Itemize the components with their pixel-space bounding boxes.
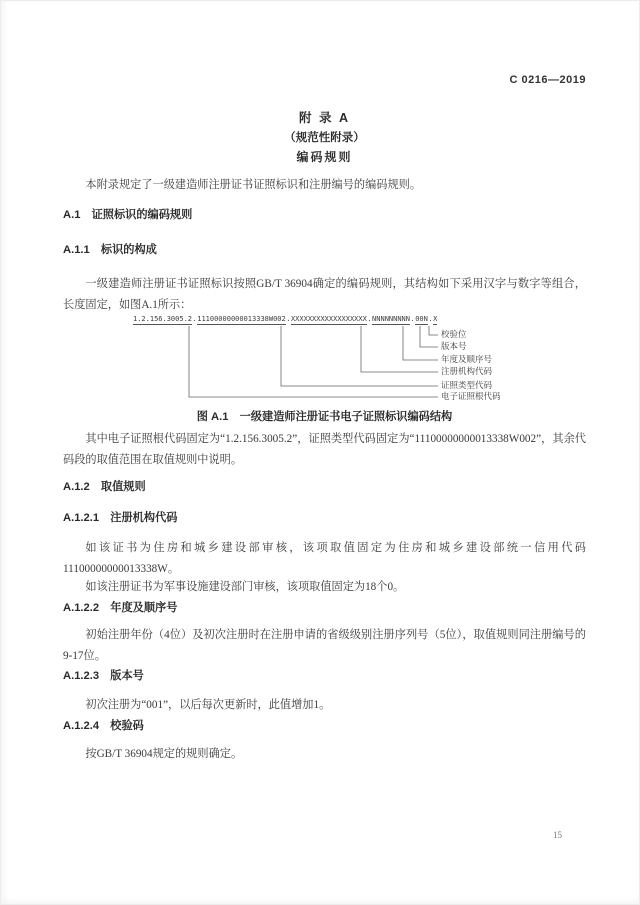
paragraph-a1-note: 其中电子证照根代码固定为“1.2.156.3005.2”，证照类型代码固定为“11100000000013338W002”，其余代码段的取值范围在取值规则中说明。 <box>63 433 586 466</box>
figure-a1-diagram <box>63 315 586 410</box>
connector-line <box>403 326 438 360</box>
code-separator: . <box>286 315 291 323</box>
figure-caption: 图 A.1 一级建造师注册证书电子证照标识编码结构 <box>196 411 453 423</box>
code-separator: . <box>410 315 415 323</box>
code-segment-org: XXXXXXXXXXXXXXXXXX <box>290 315 367 323</box>
heading-a121: A.1.2.1 注册机构代码 <box>63 512 178 524</box>
appendix-subject: 编码规则 <box>296 150 353 164</box>
paragraph-a11: 一级建造师注册证书证照标识按照GB/T 36904确定的编码规则，其结构如下采用汉字与数字等组合，长度固定，如图A.1所示： <box>63 278 586 311</box>
figure-label-root-code: 电子证照根代码 <box>441 391 501 401</box>
code-segment-root: 1.2.156.3005.2 <box>133 315 193 323</box>
figure-label-version: 版本号 <box>441 341 467 351</box>
code-segment-version: 00N <box>415 315 428 323</box>
paragraph-a123: 初次注册为“001”，以后每次更新时，此值增加1。 <box>85 699 331 711</box>
code-separator: . <box>428 315 433 323</box>
paragraph-a121-2: 如该注册证书为军事设施建设部门审核，该项取值固定为18个0。 <box>85 581 405 593</box>
code-separator: . <box>192 315 197 323</box>
appendix-title: 附 录 A <box>299 111 350 125</box>
figure-label-org-code: 注册机构代码 <box>441 366 493 376</box>
figure-label-type-code: 证照类型代码 <box>441 380 493 390</box>
page-number: 15 <box>553 830 562 840</box>
paragraph-a121-1: 如该证书为住房和城乡建设部审核，该项取值固定为住房和城乡建设部统一信用代码11100000000013338W。 <box>63 542 586 575</box>
code-separator: . <box>367 315 372 323</box>
heading-a12: A.1.2 取值规则 <box>63 481 146 493</box>
appendix-type: （规范性附录） <box>284 132 365 144</box>
figure-connectors <box>63 315 586 410</box>
intro-paragraph: 本附录规定了一级建造师注册证书证照标识和注册编号的编码规则。 <box>85 179 422 191</box>
paragraph-a122: 初始注册年份（4位）及初次注册时在注册申请的省级级别注册序列号（5位），取值规则同注册编号的9-17位。 <box>63 629 586 662</box>
paragraph-a124: 按GB/T 36904规定的规则确定。 <box>85 748 243 760</box>
code-segment-year-serial: NNNNNNNNN <box>372 315 410 323</box>
heading-a11: A.1.1 标识的构成 <box>63 244 157 256</box>
connector-line <box>361 326 438 372</box>
figure-label-check-digit: 校验位 <box>441 329 467 339</box>
connector-line <box>429 326 438 335</box>
standard-number: C 0216—2019 <box>509 74 586 86</box>
heading-a123: A.1.2.3 版本号 <box>63 670 144 682</box>
figure-label-year-serial: 年度及顺序号 <box>441 354 493 364</box>
heading-a122: A.1.2.2 年度及顺序号 <box>63 602 178 614</box>
heading-a1: A.1 证照标识的编码规则 <box>63 209 193 221</box>
code-segment-type: 11100000000013338W002 <box>197 315 286 323</box>
heading-a124: A.1.2.4 校验码 <box>63 720 144 732</box>
code-segment-check: X <box>433 315 438 323</box>
connector-line <box>281 326 438 386</box>
